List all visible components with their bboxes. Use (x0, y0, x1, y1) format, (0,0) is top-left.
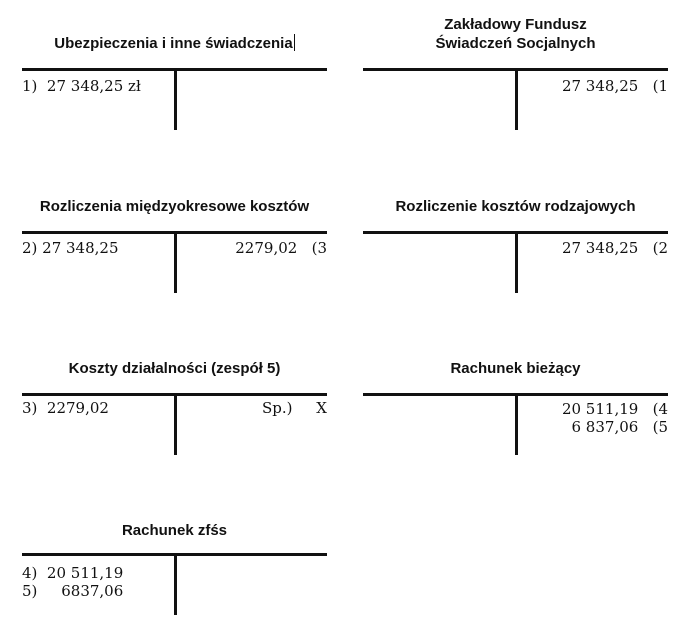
debit-entry: 5) 6837,06 (22, 582, 124, 600)
vertical-rule (174, 68, 177, 130)
account-title: Ubezpieczenia i inne świadczenia (54, 35, 293, 52)
credit-entry: 20 511,19 (4 (561, 400, 668, 418)
credit-side (235, 239, 327, 257)
account-title: Rozliczenie kosztów rodzajowych (395, 198, 636, 215)
vertical-rule (174, 231, 177, 293)
debit-entry: 3) 2279,02 (22, 399, 109, 417)
credit-side (562, 239, 668, 257)
debit-side (22, 564, 123, 600)
debit-entry: 1) 27 348,25 zł (22, 77, 141, 95)
account-rozliczenie-kosztow-rodzajowych (363, 197, 668, 297)
credit-side (262, 399, 327, 417)
credit-entry: 27 348,25 (2 (561, 239, 668, 257)
account-koszty-dzialalnosci (22, 359, 327, 459)
credit-side (562, 400, 668, 436)
credit-entry: 6 837,06 (5 (571, 418, 668, 436)
account-rachunek-zfss (22, 521, 327, 621)
account-title: Zakładowy Fundusz Świadczeń Socjalnych (435, 16, 596, 52)
account-title: Rachunek zfśs (121, 522, 228, 539)
account-zfss (363, 15, 668, 135)
debit-side (22, 399, 109, 417)
vertical-rule (174, 393, 177, 455)
vertical-rule (515, 231, 518, 293)
account-ubezpieczenia (22, 34, 327, 134)
credit-entry: 27 348,25 (1 (561, 77, 668, 95)
vertical-rule (174, 553, 177, 615)
account-title: Rachunek bieżący (450, 360, 581, 377)
account-title: Koszty działalności (zespół 5) (68, 360, 281, 377)
account-rachunek-biezacy (363, 359, 668, 459)
credit-entry: Sp.) X (261, 399, 327, 417)
account-rozliczenia-miedzyokresowe (22, 197, 327, 297)
debit-entry: 4) 20 511,19 (22, 564, 124, 582)
vertical-rule (515, 68, 518, 130)
credit-entry: 2279,02 (3 (235, 239, 327, 257)
text-cursor (294, 34, 295, 51)
vertical-rule (515, 393, 518, 455)
debit-entry: 2) 27 348,25 (22, 239, 119, 257)
account-title: Rozliczenia międzyokresowe kosztów (39, 198, 310, 215)
debit-side (22, 77, 141, 95)
debit-side (22, 239, 119, 257)
credit-side (562, 77, 668, 95)
